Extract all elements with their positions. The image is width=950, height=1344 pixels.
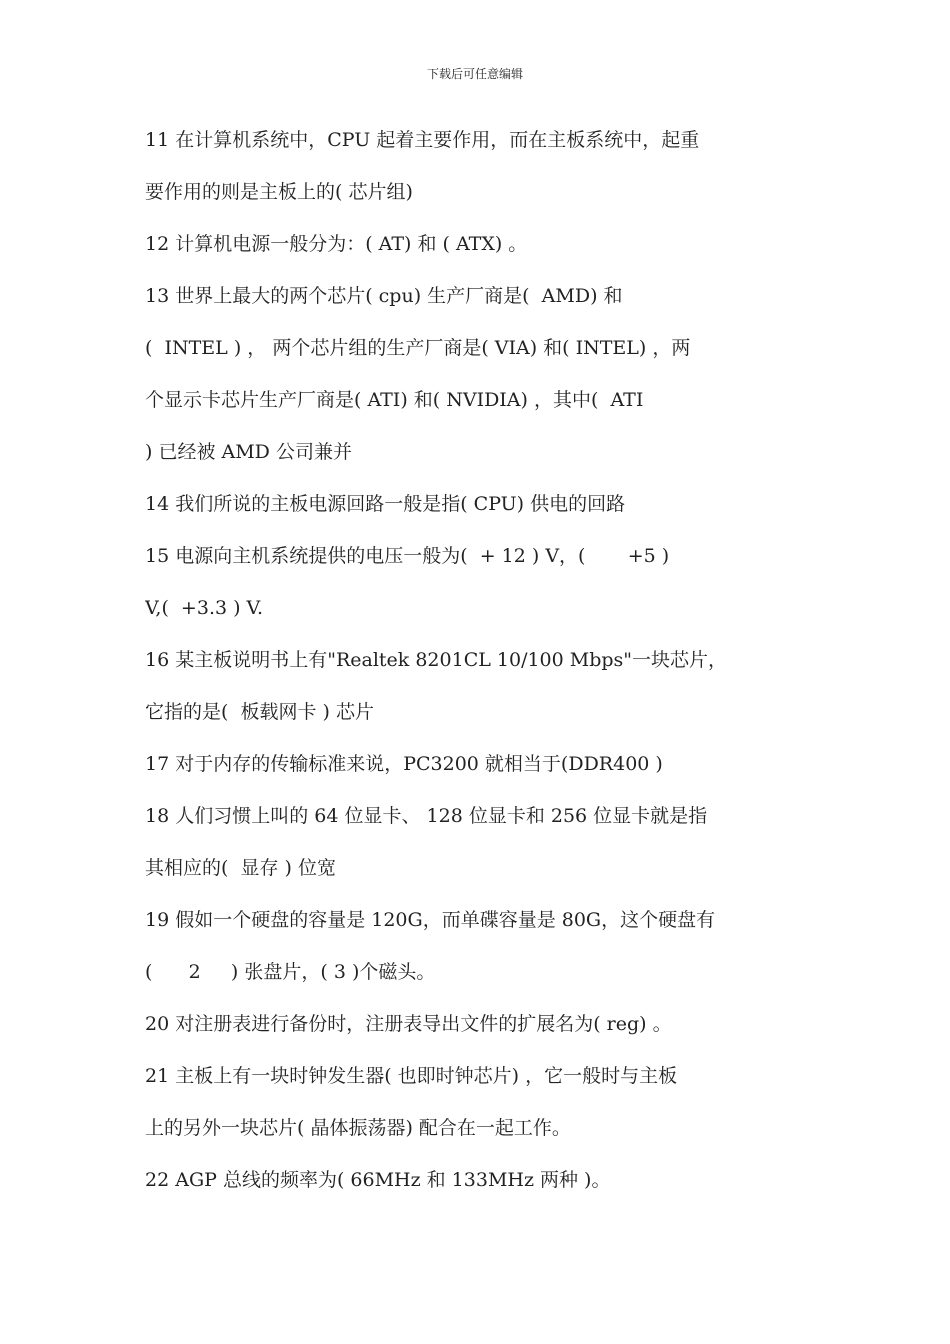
document-body xyxy=(145,114,810,1206)
text-line: 要作用的则是主板上的( 芯片组) xyxy=(145,181,413,203)
text-line: 个显示卡芯片生产厂商是( ATI) 和( NVIDIA) ，其中( ATI xyxy=(145,389,644,411)
text-line: 20 对注册表进行备份时，注册表导出文件的扩展名为( reg) 。 xyxy=(145,1013,672,1035)
text-line: 它指的是( 板载网卡 ) 芯片 xyxy=(145,701,374,723)
text-line: 21 主板上有一块时钟发生器( 也即时钟芯片) ，它一般时与主板 xyxy=(145,1065,678,1087)
text-line: 17 对于内存的传输标准来说，PC3200 就相当于(DDR400 ) xyxy=(145,753,663,775)
page-header: 下载后可任意编辑 xyxy=(426,67,523,81)
text-line: 11 在计算机系统中，CPU 起着主要作用，而在主板系统中，起重 xyxy=(145,129,700,151)
text-line: V,( +3.3 ) V. xyxy=(145,597,263,619)
text-line: 其相应的( 显存 ) 位宽 xyxy=(145,857,336,879)
text-line: 上的另外一块芯片( 晶体振荡器) 配合在一起工作。 xyxy=(145,1117,571,1139)
text-line: 22 AGP 总线的频率为( 66MHz 和 133MHz 两种 )。 xyxy=(145,1169,611,1191)
text-line: 18 人们习惯上叫的 64 位显卡、 128 位显卡和 256 位显卡就是指 xyxy=(145,805,708,827)
text-line: ( 2 ) 张盘片，( 3 )个磁头。 xyxy=(145,961,436,983)
text-line: ( INTEL ) ， 两个芯片组的生产厂商是( VIA) 和( INTEL) ，两 xyxy=(145,337,691,359)
text-line: 15 电源向主机系统提供的电压一般为( + 12 ) V，( +5 ) xyxy=(145,545,670,567)
text-line: ) 已经被 AMD 公司兼并 xyxy=(145,441,352,463)
text-line: 13 世界上最大的两个芯片( cpu) 生产厂商是( AMD) 和 xyxy=(145,285,623,307)
text-line: 12 计算机电源一般分为：( AT) 和 ( ATX) 。 xyxy=(145,233,528,255)
text-line: 19 假如一个硬盘的容量是 120G，而单碟容量是 80G，这个硬盘有 xyxy=(145,909,716,931)
text-line: 16 某主板说明书上有"Realtek 8201CL 10/100 Mbps"一块芯片， xyxy=(145,649,728,671)
text-line: 14 我们所说的主板电源回路一般是指( CPU) 供电的回路 xyxy=(145,493,626,515)
